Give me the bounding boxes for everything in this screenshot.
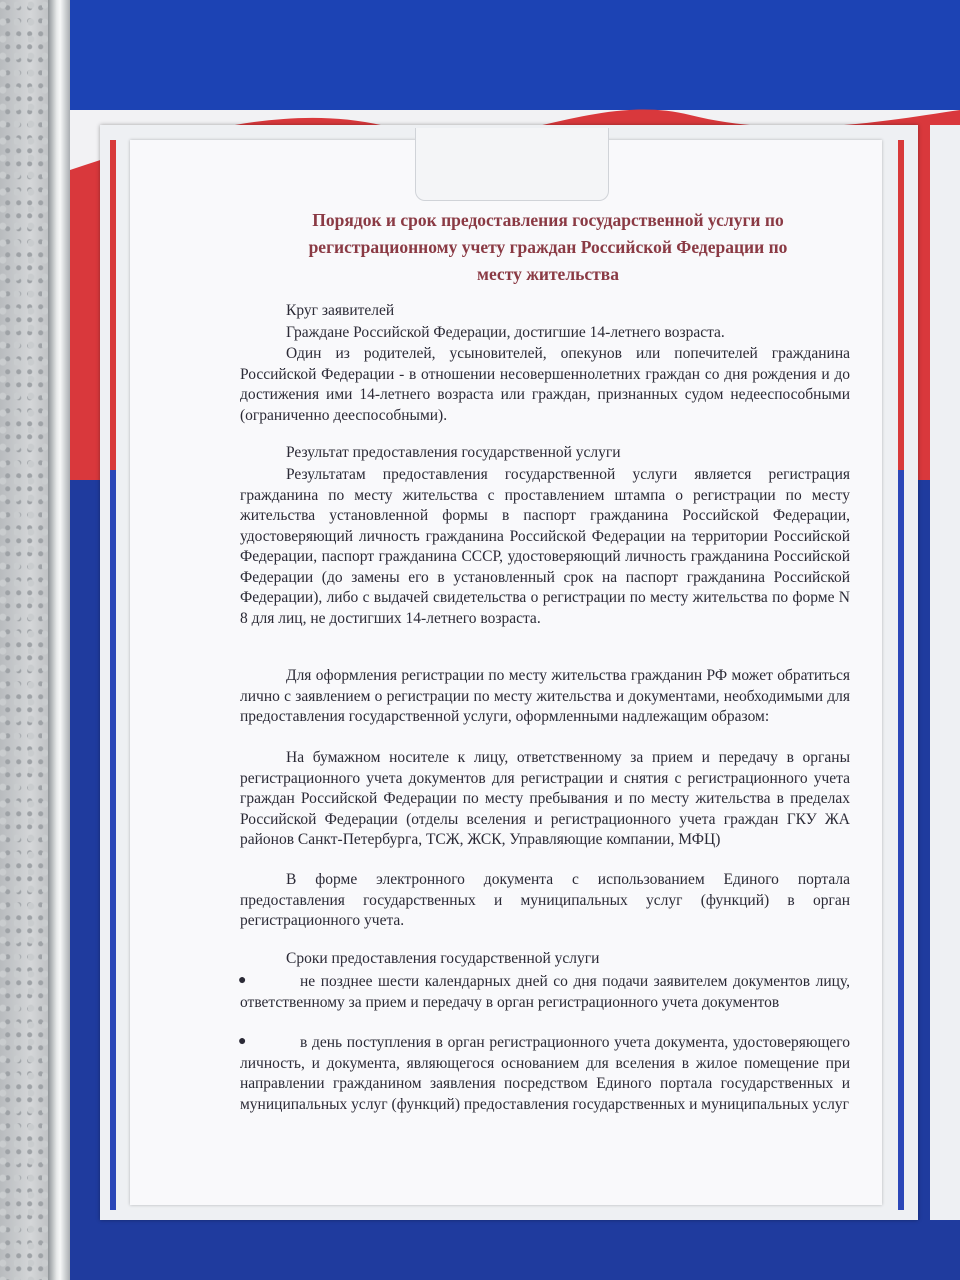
- terms-heading: Сроки предоставления государственной услуги: [286, 950, 600, 967]
- bullet-1-icon: ●: [238, 973, 247, 988]
- applicants-paragraph-1: Граждане Российской Федерации, достигшие 14-летнего возраста.: [286, 324, 725, 341]
- frame-edge-blue-right: [898, 470, 904, 1210]
- frame-edge-red: [110, 140, 116, 470]
- result-paragraph: Результатам предоставления государственной услуги является регистрация гражданина по месту жительства с проставлением штампа о регистрации по месту жительства установленной формы в паспорт гражданина Российской Федерации, удостоверяющий личность гражданина Российской Федерации на территории Российской Федерации, паспорт гражданина СССР, удостоверяющий личность гражданина Российской Федерации (до замены его в установленный срок на паспорт гражданина Российской Федерации), либо с выдачей свидетельства о регистрации по месту жительства по форме N 8 для лиц, не достигших 14-летнего возраста.: [240, 466, 850, 627]
- result-heading: Результат предоставления государственной услуги: [286, 444, 621, 461]
- frame-edge-blue: [110, 470, 116, 1210]
- title-line-1: Порядок и срок предоставления государственной услуги по: [312, 210, 784, 230]
- notice-title: [268, 207, 828, 288]
- apply-paragraph-1: Для оформления регистрации по месту жительства гражданин РФ может обратиться лично с заявлением о регистрации по месту жительства и документами, необходимыми для предоставления государственной услуги, оформленными надлежащим образом:: [240, 667, 850, 725]
- apply-paragraph-2: На бумажном носителе к лицу, ответственному за прием и передачу в органы регистрационного учета документов для регистрации и снятия с регистрационного учета граждан Российской Федерации по месту пребывания и по месту жительства в пределах Российской Федерации (отделы вселения и регистрационного учета граждан ГКУ ЖА районов Санкт-Петербурга, ТСЖ, ЖСК, Управляющие компании, МФЦ): [240, 749, 850, 848]
- terms-bullet-1: не позднее шести календарных дней со дня подачи заявителем документов лицу, ответственному за прием и передачу в орган регистрационного учета документов: [240, 973, 850, 1011]
- bullet-2-icon: ●: [238, 1034, 247, 1049]
- metal-pole: [48, 0, 70, 1280]
- apply-paragraph-3: В форме электронного документа с использованием Единого портала предоставления государственных и муниципальных услуг (функций) в орган регистрационного учета.: [240, 871, 850, 929]
- frame-edge-red-right: [898, 140, 904, 470]
- title-line-2: регистрационному учету граждан Российской Федерации по: [308, 237, 788, 257]
- applicants-paragraph-2: Один из родителей, усыновителей, опекунов или попечителей гражданина Российской Федерации - в отношении несовершеннолетних граждан со дня рождения и до достижения ими 14-летнего возраста или граждан, признанных судом недееспособными (ограниченно дееспособными).: [240, 345, 850, 424]
- title-line-3: месту жительства: [477, 264, 619, 284]
- applicants-heading: Круг заявителей: [286, 302, 395, 319]
- terms-bullet-2: в день поступления в орган регистрационного учета документа, удостоверяющего личность, и документа, являющегося основанием для вселения в жилое помещение при направлении гражданином заявления посредством Единого портала государственных и муниципальных услуг (функций) предоставления государственных и муниципальных услуг: [240, 1034, 850, 1113]
- label-pocket: [415, 128, 609, 201]
- neighbor-frame: [930, 125, 960, 1220]
